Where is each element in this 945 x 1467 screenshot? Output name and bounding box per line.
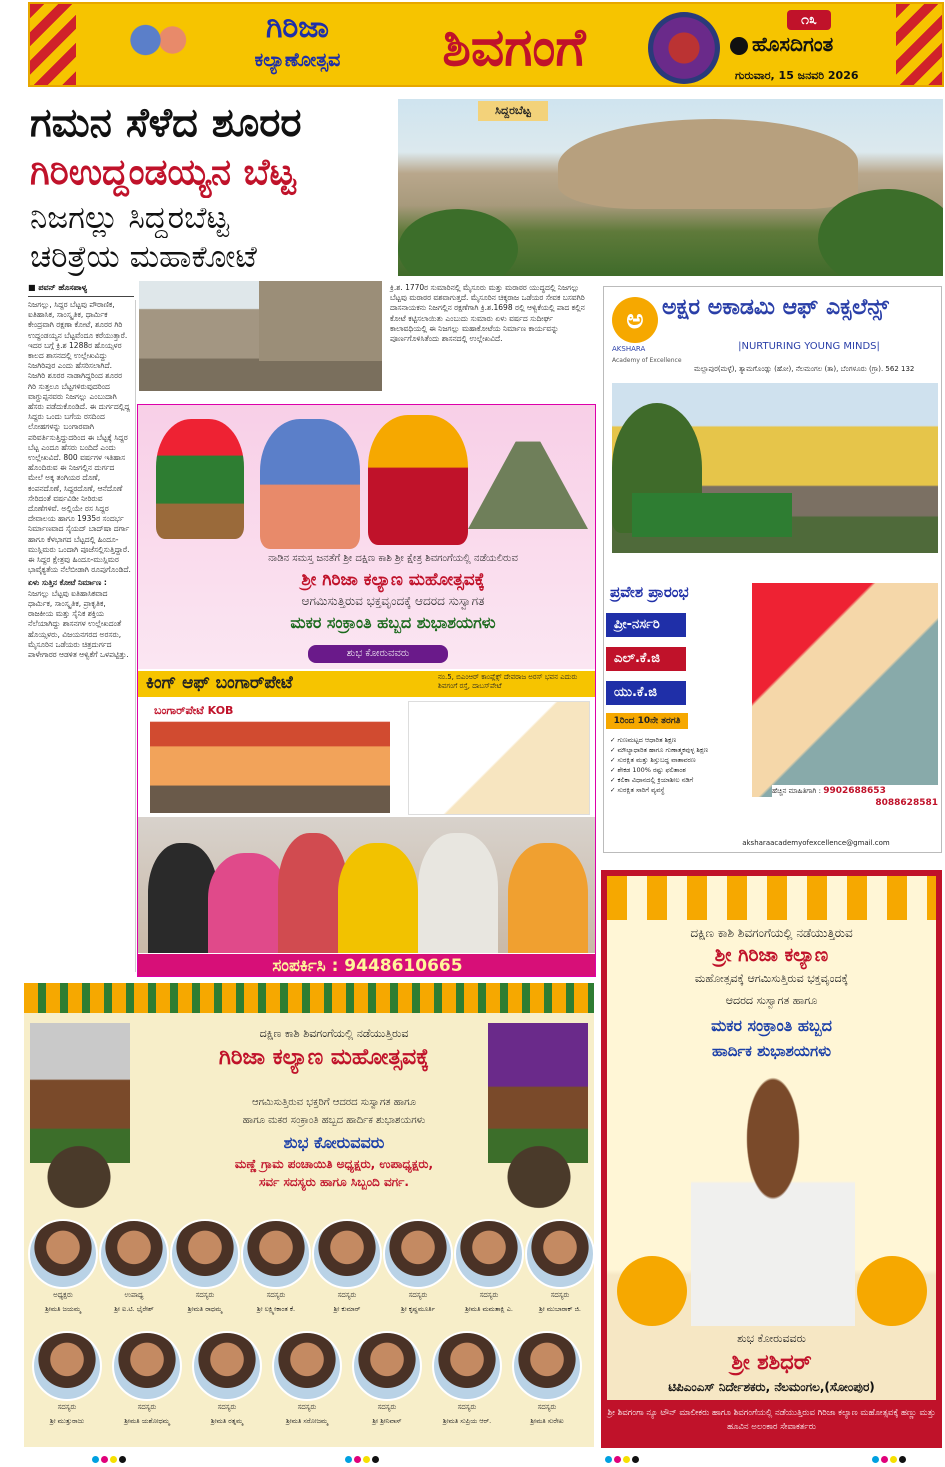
- akshara-logo-icon: ಅ: [612, 297, 658, 343]
- feature-item: ✓ ಗುಣಮಟ್ಟದ ಆಧಾರಿತ ಶಿಕ್ಷಣ: [610, 736, 677, 744]
- member-photo: [28, 1219, 98, 1289]
- member-name: ಶ್ರೀ ಕೃಷ್ಣಮೂರ್ತಿ: [401, 1305, 435, 1313]
- member-role: ಸದಸ್ಯರು: [195, 1291, 215, 1299]
- portrait-photo: [691, 1076, 855, 1326]
- member-name: ಶ್ರೀ ಕುಮಾರ್: [333, 1305, 361, 1313]
- print-marks: [605, 1448, 655, 1458]
- member-photo: [112, 1331, 182, 1401]
- member-card: [454, 1219, 524, 1323]
- phone-number-1: 9902688653: [823, 786, 886, 796]
- family-photo: [138, 817, 596, 953]
- tree: [398, 209, 518, 276]
- ad-festival-name: ಶ್ರೀ ಗಿರಿಜಾ ಕಲ್ಯಾಣ ಮಹೋತ್ಸವಕ್ಕೆ: [301, 570, 485, 590]
- school-sign-board: [632, 493, 792, 537]
- member-card: [99, 1219, 169, 1323]
- class-tag-ukg: ಯು.ಕೆ.ಜಿ: [606, 681, 686, 705]
- member-card: [170, 1219, 240, 1323]
- member-card: [312, 1219, 382, 1323]
- contact-label: ಹೆಚ್ಚಿನ ಮಾಹಿತಿಗಾಗಿ :: [772, 787, 821, 795]
- academy-name: ಅಕ್ಷರ ಅಕಾಡಮಿ ಆಫ್ ಎಕ್ಸಲೆನ್ಸ್: [662, 295, 889, 320]
- member-name: ಶ್ರೀ ಶ್ರೀನಿವಾಸ್: [372, 1417, 402, 1425]
- member-card: [352, 1331, 422, 1435]
- shop-photo: [150, 701, 390, 813]
- class-range: 1ರಿಂದ 10ನೇ ತರಗತಿ: [606, 713, 688, 729]
- ad-welcome-line: ಆಗಮಿಸುತ್ತಿರುವ ಭಕ್ತವೃಂದಕ್ಕೆ ಆದರದ ಸುಸ್ವಾಗತ: [301, 594, 485, 608]
- member-card: [272, 1331, 342, 1435]
- feature-item: ✓ ಸುರಕ್ಷಿತ ಸಾರಿಗೆ ವ್ಯವಸ್ಥೆ: [610, 786, 665, 794]
- article-subhead: ಏಳು ಸುತ್ತಿನ ಕೋಟೆ ನಿರ್ಮಾಣ :: [28, 578, 107, 588]
- member-role: ಸದಸ್ಯರು: [266, 1291, 286, 1299]
- rock-formation: [558, 119, 858, 209]
- masthead: [28, 2, 944, 87]
- member-card: [192, 1331, 262, 1435]
- member-role: ಸದಸ್ಯರು: [337, 1291, 357, 1299]
- member-photo: [512, 1331, 582, 1401]
- member-card: [383, 1219, 453, 1323]
- article-column-2: ಕ್ರಿ.ಶ. 1770ರ ಸುಮಾರಿನಲ್ಲಿ ಮೈಸೂರು ಮತ್ತು ಮರಾಠರ ಯುದ್ಧದಲ್ಲಿ ನಿಜಗಲ್ಲು ಬೆಟ್ಟವು ಮರಾಠರ ವಶವಾಗುತ್ತದೆ. ಮೈಸೂರಿನ ಚಿಕ್ಕರಾಜ ಒಡೆಯರ ಸೇವಕ ಬಸವಗಿರಿ ದಾಸನಾಯಕನು ನಿಜಗಲ್ಲಿನ ರಕ್ಷಣೆಗಾಗಿ ಕ್ರಿ.ಶ.1698 ರಲ್ಲಿ ಆಳ್ವಿಕೆಯಲ್ಲಿ ಪಾದ ಕಲ್ಲಿನ ಕೋಟೆ ಕಟ್ಟಿಸಲಾಯಿತು ಎಂಬುದು ಸುಮಾರು ಏಳು ವರ್ಷದ ಸುದೀರ್ಘ ಕಾಲಾವಧಿಯಲ್ಲಿ ಈ ನಿಜಗಲ್ಲು ಮಹಾಕೋಟೆಯ ನಿರ್ಮಾಣ ಕಾರ್ಯವನ್ನು ಪೂರ್ಣಗೊಳಿಸಿತೆಂದು ಶಾಸನದಲ್ಲಿ ಉಲ್ಲೇಖವಿದೆ.: [390, 283, 585, 344]
- member-card: [28, 1219, 98, 1323]
- member-photo: [383, 1219, 453, 1289]
- phone-number-2: 8088628581: [875, 798, 938, 808]
- shop-sign: ಬಂಗಾರ್‌ಪೇಟೆ KOB: [154, 703, 384, 719]
- menu-card-image: [408, 701, 590, 815]
- member-name: ಶ್ರೀಮತಿ ಮಮತಾಕ್ಷಿ ಎ.: [465, 1305, 513, 1313]
- member-photo: [454, 1219, 524, 1289]
- ad-greeting-line: ಮಕರ ಸಂಕ್ರಾಂತಿ ಹಬ್ಬದ ಶುಭಾಶಯಗಳು: [290, 613, 496, 632]
- ad-greeting-line: ಮಕರ ಸಂಕ್ರಾಂತಿ ಹಬ್ಬದ: [711, 1016, 832, 1035]
- panchayat-greeting-ad: [24, 983, 594, 1447]
- person: [208, 853, 288, 953]
- print-marks: [345, 1448, 395, 1458]
- ad-greeter-label: ಶುಭ ಕೋರುವವರು: [737, 1332, 806, 1345]
- ad-greeter-label: ಶುಭ ಕೋರುವವರು: [308, 645, 448, 663]
- shiva-parvati-illustration: [114, 10, 204, 85]
- photo-caption: ಸಿದ್ದರಬೆಟ್ಟ: [478, 101, 548, 121]
- headline-line1: ಗಮನ ಸೆಳೆದ ಶೂರರ: [30, 100, 302, 146]
- feature-item: ✓ ಮೌಲ್ಯಾಧಾರಿತ ಹಾಗೂ ಗುಣಾತ್ಮಕವುಳ್ಳ ಶಿಕ್ಷಣ: [610, 746, 709, 754]
- feature-item: ✓ ಸುರಕ್ಷಿತ ಮತ್ತು ಶಿಸ್ತುಬದ್ಧ ವಾತಾವರಣ: [610, 756, 696, 764]
- email-address: aksharaacademyofexcellence@gmail.com: [742, 839, 890, 847]
- article-body-continued: ನಿಜಗಲ್ಲು ಬೆಟ್ಟವು ಐತಿಹಾಸಿಕವಾದ ಧಾರ್ಮಿಕ, ಸಾಂಸ್ಕೃತಿಕ, ಪ್ರಾಕೃತಿಕ, ರಾಜಕೀಯ ಮತ್ತು ಸೈನಿಕ ಶಕ್ತಿಯ ನೆಲೆಯಾಗಿದ್ದು ಶಾಸನಗಳ ಉಲ್ಲೇಖದಂತೆ ಹೊಯ್ಸಳರು, ವಿಜಯನಗರದ ಅರಸರು, ಮೈಸೂರಿನ ಒಡೆಯರು ಚಿತ್ರದುರ್ಗದ ಪಾಳೇಗಾರರ ಆಡಳಿತ ಆಳ್ವಿಕೆಗೆ ಒಳಪಟ್ಟಿತ್ತು.: [28, 588, 129, 659]
- member-role: ಸದಸ್ಯರು: [57, 1403, 77, 1411]
- member-name: ಶ್ರೀಮತಿ ಸುಪ್ರಿಯ ಆರ್.: [442, 1417, 492, 1425]
- greeter-name: ಶ್ರೀ ಶಶಿಧರ್: [731, 1350, 812, 1374]
- class-tag-pre-nursery: ಪ್ರೀ-ನರ್ಸರಿ: [606, 613, 686, 637]
- article-body: ನಿಜಗಲ್ಲು, ಸಿದ್ದರ ಬೆಟ್ಟವು ಪೌರಾಣಿಕ, ಐತಿಹಾಸಿಕ, ಸಾಂಸ್ಕೃತಿಕ, ಧಾರ್ಮಿಕ ಕೇಂದ್ರವಾಗಿ ರಕ್ಷಣಾ ಕೋಟೆ, ಶೂರರ ಗಿರಿ ಉದ್ದಂಡಯ್ಯನ ಬೆಟ್ಟವೆಂದೂ ಕರೆಯುತ್ತಾರೆ. ಇದರ ಬಗ್ಗೆ ಕ್ರಿ.ಶ 1288ರ ಹೊಯ್ಸಳರ ಕಾಲದ ಶಾಸನದಲ್ಲಿ ಉಲ್ಲೇಖವಿದ್ದು ನಿಜಗಿರಿಪುರ ಎಂದು ಹೆಸರಿಸಲಾಗಿದೆ. ನಿಜಗಿರಿ ಶೂರರ ನಾಡಾಗಿದ್ದರಿಂದ ಶೂರರ ಗಿರಿ ಸುತ್ತಲೂ ಬೆಟ್ಟಗಳಿರುವುದರಿಂದ ವಾಗ್ದುಪ್ಪನವರು ನಿಜಗಲ್ಲು ಎಂಬುದಾಗಿ ಹೆಸರು ಪಡೆದುಕೊಂಡಿದೆ. ಈ ದುರ್ಗದಲ್ಲಿದ್ದ ಸಿದ್ದರು ಒಂದು ಬಗೆಯ ರಸದಿಂದ ಲೋಹಗಳನ್ನು ಬಂಗಾರವಾಗಿ ಪರಿವರ್ತಿಸುತ್ತಿದ್ದುದರಿಂದ ಈ ಬೆಟ್ಟಕ್ಕೆ ಸಿದ್ದರ ಬೆಟ್ಟ ಎಂದೂ ಹೆಸರು ಬಂದಿದೆ ಎಂದು ಉಲ್ಲೇಖವಿದೆ. 800 ವರ್ಷಗಳ ಇತಿಹಾಸ ಹೊಂದಿರುವ ಈ ನಿಜಗಲ್ಲಿನ ದುರ್ಗದ ಮೇಲೆ ಅಕ್ಕ ತಂಗಿಯರ ದೊಣೆ, ಕಂಪನದೊಣೆ, ಸಿದ್ದರದೊಣೆ, ಆನೆದೊಣೆ ಸೇರಿದಂತೆ ವರ್ಷವಿಡೀ ನೀರಿರುವ ದೊಣೆಗಳಿವೆ. ಅಲ್ಲಿಯೇ ರಸ ಸಿದ್ದರ ದೇವಾಲಯ ಹಾಗೂ 1935ರ ಸಂದರ್ಭ ನಿರ್ಮಾಣವಾದ ಸೈಯದ್ ಬಾದ್‌ಷಾ ದರ್ಗಾ ಹಾಗೂ ಕೆಳಭಾಗದ ಬೆಟ್ಟದಲ್ಲಿ ಹಿಂದೂ-ಮುಸ್ಲಿಮರು ಒಂದಾಗಿ ಪೂಜೆಸಲ್ಲಿಸುತ್ತಿದ್ದಾರೆ. ಈ ಸಿದ್ದರ ಕ್ಷೇತ್ರವು ಹಿಂದೂ-ಮುಸ್ಲಿಮರ ಭಾವೈಕ್ಯತೆಯ ನೆಲೆಬೀಡಾಗಿ ರೂಪುಗೊಂಡಿದೆ.: [28, 300, 131, 575]
- member-role: ಅಧ್ಯಕ್ಷರು: [53, 1291, 73, 1299]
- member-name: ಶ್ರೀಮತಿ ರತ್ನಮ್ಮ: [210, 1417, 244, 1425]
- member-photo: [32, 1331, 102, 1401]
- member-photo: [99, 1219, 169, 1289]
- ad-greeting-line: ಹಾಗೂ ಮಕರ ಸಂಕ್ರಾಂತಿ ಹಬ್ಬದ ಹಾರ್ದಿಕ ಶುಭಾಶಯಗಳು: [242, 1115, 426, 1126]
- page-number: ೧೩: [787, 10, 831, 30]
- school-building-photo: [612, 383, 938, 553]
- print-marks: [872, 1448, 922, 1458]
- byline: ■ ಪವನ್ ಹೊಸಪಾಳ್ಯ: [28, 283, 134, 297]
- member-card: [525, 1219, 594, 1323]
- feature-item: ✓ ಕಲಿಕಾ ವಿಧಾನದಲ್ಲಿ ಕ್ರಿಯಾಶೀಲ ನಡಿಗೆ: [610, 776, 694, 784]
- member-name: ಶ್ರೀ ಐ.ಟಿ. ಭೈರೇಶ್: [114, 1305, 154, 1313]
- class-tag-lkg: ಎಲ್.ಕೆ.ಜಿ: [606, 647, 686, 671]
- ad-greeting-line-2: ಹಾರ್ದಿಕ ಶುಭಾಶಯಗಳು: [712, 1042, 831, 1060]
- member-photo: [525, 1219, 594, 1289]
- business-name: ಕಿಂಗ್ ಆಫ್ ಬಂಗಾರ್‌ಪೇಟೆ: [146, 673, 293, 693]
- member-card: [241, 1219, 311, 1323]
- bull-illustration: [24, 1123, 134, 1213]
- academy-address: ಮಲ್ಲಾಪುರ(ಮಳ್ಳೆ), ತ್ಯಾಮಗೊಂಡ್ಲು (ಹೋ), ನೆಲಮಂಗಲ (ತಾ), ಬೆಂಗಳೂರು (ಗ್ರಾ). 562 132: [694, 365, 915, 373]
- paper-name: ಹೊಸದಿಗಂತ: [752, 32, 834, 56]
- logo-subtext: Academy of Excellence: [612, 357, 682, 364]
- person: [418, 833, 498, 953]
- akshara-academy-ad: [603, 286, 942, 853]
- king-of-bangarpete-ad: [137, 404, 596, 977]
- member-photo: [170, 1219, 240, 1289]
- greeter-designation: ಟಿಪಿಎಂಎಸ್ ನಿರ್ದೇಶಕರು, ನೆಲಮಂಗಲ,(ಸೋಂಪುರ): [668, 1380, 875, 1394]
- mountain-illustration: [468, 419, 588, 529]
- business-address: ನಂ.5, ಬಿಎಂಆರ್ ಕಾಂಪ್ಲೆಕ್ಸ್ ದೇವರಾಜ ಅರಸ್ ಭವನ ಎದುರು ಶಿವಗಂಗೆ ರಸ್ತೆ, ದಾಬಸ್‌ಪೇಟೆ: [438, 673, 578, 690]
- member-card: [512, 1331, 582, 1435]
- shiva-parvati-illustration: [260, 419, 360, 549]
- pongal-pot-illustration: [617, 1256, 687, 1326]
- garland-decoration: [24, 983, 594, 1013]
- member-role: ಸದಸ್ಯರು: [297, 1403, 317, 1411]
- person: [508, 843, 588, 953]
- ad-top-banner: [138, 405, 596, 669]
- member-photo: [241, 1219, 311, 1289]
- contact-block: [772, 785, 938, 821]
- contact-number: ಸಂಪರ್ಕಿಸಿ : 9448610665: [138, 954, 596, 977]
- member-role: ಸದಸ್ಯರು: [377, 1403, 397, 1411]
- ad-footer-note: ಶ್ರೀ ಶಿವಗಂಗಾ ನ್ಯೂ ಟೌನ್ ಮಾಲೀಕರು ಹಾಗೂ ಶಿವಗಂಗೆಯಲ್ಲಿ ನಡೆಯುತ್ತಿರುವ ಗಿರಿಜಾ ಕಲ್ಯಾಣ ಮಹೋತ್ಸವಕ್ಕೆ ಹಣ್ಣು ಮತ್ತು ಹೂವಿನ ಅಲಂಕಾರ ಸೇವಾಕರ್ತರು: [601, 1400, 942, 1442]
- member-role: ಸದಸ್ಯರು: [537, 1403, 557, 1411]
- page-title: ಶಿವಗಂಗೆ: [442, 17, 586, 78]
- article-column-1: [28, 300, 136, 972]
- ad-invite-line: ನಾಡಿನ ಸಮಸ್ತ ಜನತೆಗೆ ಶ್ರೀ ದಕ್ಷಿಣ ಕಾಶಿ ಶ್ರೀ ಕ್ಷೇತ್ರ ಶಿವಗಂಗೆಯಲ್ಲಿ ನಡೆಯಲಿರುವ: [268, 553, 518, 564]
- member-card: [32, 1331, 102, 1435]
- festival-line2: ಕಲ್ಯಾಣೋತ್ಸವ: [254, 49, 341, 71]
- ad-inner-panel: [607, 876, 936, 1438]
- issue-date: ಗುರುವಾರ, 15 ಜನವರಿ 2026: [735, 69, 859, 82]
- member-photo: [312, 1219, 382, 1289]
- member-role: ಸದಸ್ಯರು: [457, 1403, 477, 1411]
- panchayat-line: ಮಣ್ಣೆ ಗ್ರಾಮ ಪಂಚಾಯಿತಿ ಅಧ್ಯಕ್ಷರು, ಉಪಾಧ್ಯಕ್ಷರು,: [234, 1157, 434, 1171]
- member-role: ಉಪಾಧ್ಯ: [124, 1291, 144, 1299]
- member-name: ಶ್ರೀಮತಿ ಯಶೋಧಮ್ಮ: [124, 1417, 170, 1425]
- business-name-bar: [138, 671, 596, 697]
- person: [338, 843, 418, 953]
- logo-icon: [730, 37, 748, 55]
- member-role: ಸದಸ್ಯರು: [408, 1291, 428, 1299]
- decorative-border: [607, 876, 936, 920]
- ad-invite-line: ದಕ್ಷಿಣ ಕಾಶಿ ಶಿವಗಂಗೆಯಲ್ಲಿ ನಡೆಯುತ್ತಿರುವ: [690, 926, 853, 940]
- deity-idol: [156, 419, 244, 539]
- ad-greeter-label: ಶುಭ ಕೋರುವವರು: [283, 1133, 385, 1152]
- member-name: ಶ್ರೀಮತಿ ಸುರೇಖ: [530, 1417, 564, 1425]
- member-card: [112, 1331, 182, 1435]
- member-name: ಶ್ರೀ ಮುತ್ತುರಾಜು: [49, 1417, 85, 1425]
- ad-welcome-line: ಆಗಮಿಸುತ್ತಿರುವ ಭಕ್ತರಿಗೆ ಆದರದ ಸುಸ್ವಾಗತ ಹಾಗೂ: [252, 1097, 416, 1108]
- newspaper-logo: [730, 32, 940, 60]
- member-photo: [352, 1331, 422, 1401]
- shashidhar-greeting-ad: [601, 870, 942, 1448]
- member-name: ಶ್ರೀ ಲಕ್ಷ್ಮೀಕಾಂತ ಕೆ.: [256, 1305, 296, 1313]
- academy-tagline: |NURTURING YOUNG MINDS|: [738, 341, 880, 352]
- member-name: ಶ್ರೀಮತಿ ರಾಧಮ್ಮ: [187, 1305, 223, 1313]
- ad-invite-line: ದಕ್ಷಿಣ ಕಾಶಿ ಶಿವಗಂಗೆಯಲ್ಲಿ ನಡೆಯುತ್ತಿರುವ: [259, 1027, 409, 1040]
- panchayat-line-2: ಸರ್ವ ಸದಸ್ಯರು ಹಾಗೂ ಸಿಬ್ಬಂದಿ ವರ್ಗ.: [259, 1175, 409, 1189]
- goddess-idol: [368, 415, 468, 545]
- logo-text: AKSHARA: [612, 345, 646, 353]
- siddarabetta-photo: [398, 99, 943, 276]
- stone-wall: [259, 281, 382, 361]
- pongal-pot-illustration: [857, 1256, 927, 1326]
- ad-festival-name: ಗಿರಿಜಾ ಕಲ್ಯಾಣ ಮಹೋತ್ಸವಕ್ಕೆ: [218, 1045, 430, 1070]
- festival-title: [210, 8, 385, 84]
- admission-open-label: ಪ್ರವೇಶ ಪ್ರಾರಂಭ: [610, 583, 689, 601]
- ad-festival-name: ಶ್ರೀ ಗಿರಿಜಾ ಕಲ್ಯಾಣ: [714, 944, 829, 966]
- member-photo: [192, 1331, 262, 1401]
- headline-line4: ಚರಿತ್ರೆಯ ಮಹಾಕೋಟೆ: [30, 239, 257, 275]
- ad-welcome-line: ಮಹೋತ್ಸವಕ್ಕೆ ಆಗಮಿಸುತ್ತಿರುವ ಭಕ್ತವೃಂದಕ್ಕೆ: [694, 972, 849, 985]
- member-role: ಸದಸ್ಯರು: [550, 1291, 570, 1299]
- member-name: ಶ್ರೀ ಮುಬಾರಾಕ್ ಜಿ.: [538, 1305, 582, 1313]
- member-role: ಸದಸ್ಯರು: [479, 1291, 499, 1299]
- fort-wall-photo: [139, 281, 382, 391]
- decorative-border: [30, 4, 76, 87]
- deity-image: [648, 12, 720, 84]
- bull-illustration: [484, 1123, 594, 1213]
- festival-line1: ಗಿರಿಜಾ: [266, 10, 329, 45]
- headline-line2: ಗಿರಿಉದ್ದಂಡಯ್ಯನ ಬೆಟ್ಟ: [30, 152, 296, 193]
- headline-line3: ನಿಜಗಲ್ಲು ಸಿದ್ದರಬೆಟ್ಟ: [30, 200, 229, 236]
- print-marks: [92, 1448, 142, 1458]
- member-photo: [432, 1331, 502, 1401]
- member-role: ಸದಸ್ಯರು: [217, 1403, 237, 1411]
- member-role: ಸದಸ್ಯರು: [137, 1403, 157, 1411]
- member-name: ಶ್ರೀಮತಿ ಜಯಮ್ಮ: [45, 1305, 81, 1313]
- member-card: [432, 1331, 502, 1435]
- ad-welcome-line-2: ಆದರದ ಸುಸ್ವಾಗತ ಹಾಗೂ: [725, 994, 818, 1007]
- feature-item: ✓ ಶೇಕಡ 100% ರಷ್ಟು ಫಲಿತಾಂಶ: [610, 766, 686, 774]
- member-photo: [272, 1331, 342, 1401]
- member-name: ಶ್ರೀಮತಿ ಸರೋಜಮ್ಮ: [285, 1417, 328, 1425]
